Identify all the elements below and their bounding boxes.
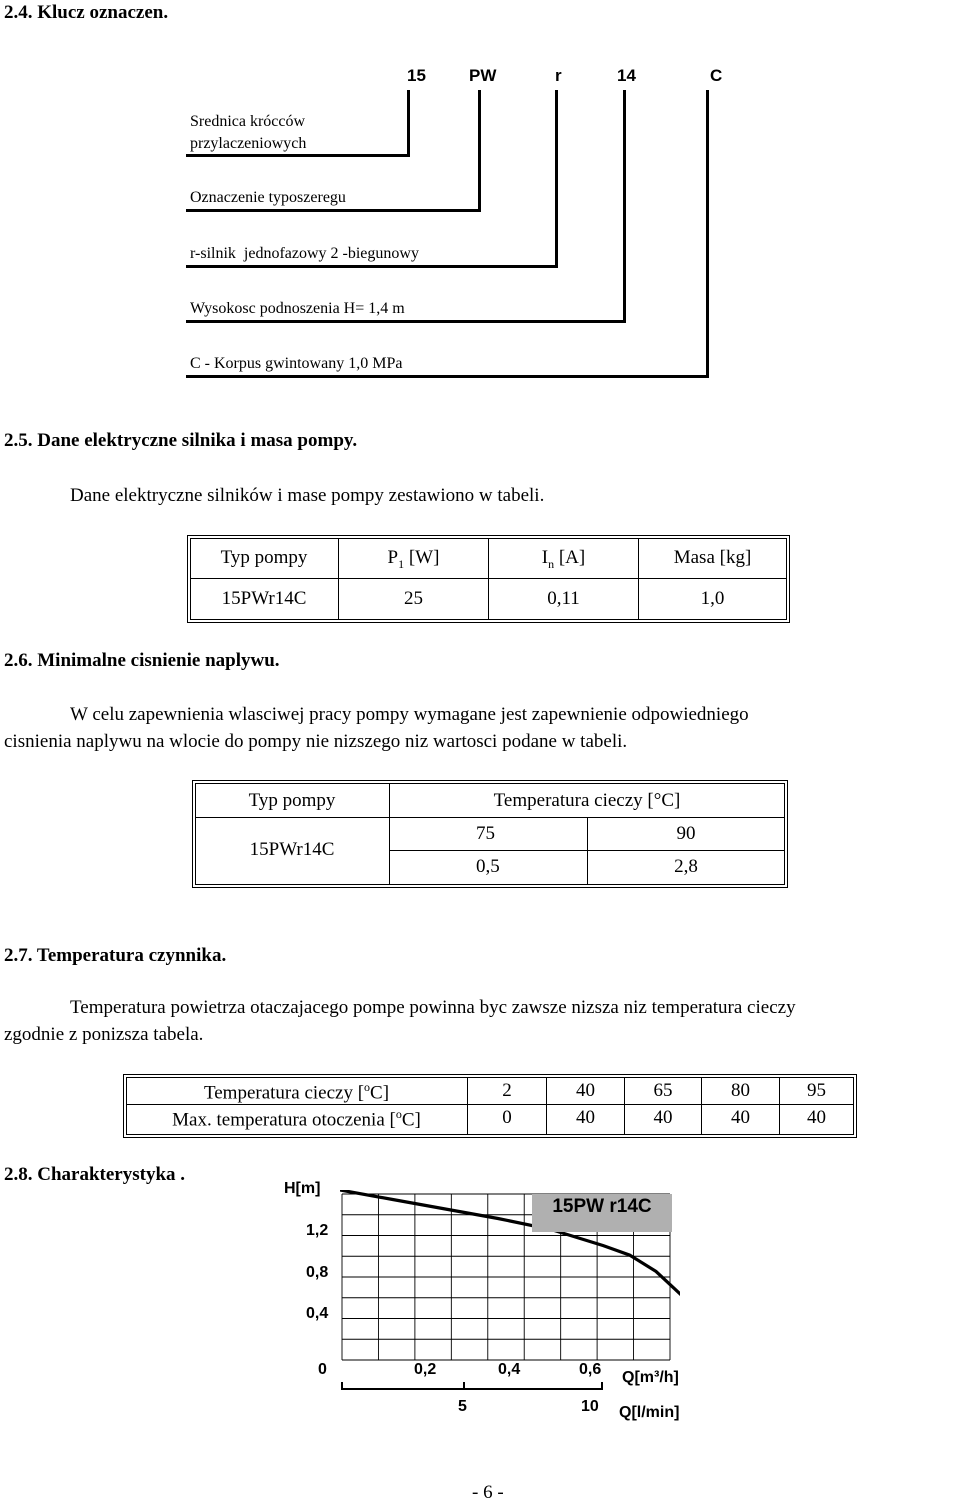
chart-y-axis-label: H[m]: [284, 1180, 321, 1197]
section-heading-2-6: 2.6. Minimalne cisnienie naplywu.: [4, 650, 280, 671]
electrical-header-p-main: P: [387, 547, 399, 568]
temperature-ambient-2: 40: [576, 1107, 595, 1128]
electrical-intro: Dane elektryczne silników i mase pompy zestawiono w tabeli.: [70, 485, 545, 506]
code-part-pw: PW: [469, 66, 497, 85]
electrical-header-p-sub: 1: [398, 556, 405, 571]
chart-secondary-tick-5: [463, 1382, 465, 1390]
inlet-cell-pressure-75: 0,5: [476, 856, 500, 877]
electrical-header-typ: Typ pompy: [220, 547, 308, 568]
electrical-cell-p: 25: [404, 588, 423, 609]
section-heading-2-5: 2.5. Dane elektryczne silnika i masa pompy.: [4, 430, 358, 451]
chart-y-tick-1-2: 1,2: [306, 1222, 329, 1239]
section-heading-2-7: 2.7. Temperatura czynnika.: [4, 945, 227, 966]
temperature-row2-label-sup: o: [395, 1107, 402, 1121]
chart-y-tick-0-4: 0,4: [306, 1305, 329, 1322]
electrical-header-i-unit: [A]: [554, 547, 586, 568]
key-hline-4: [186, 320, 626, 323]
chart-x-axis-label: Q[m³/h]: [622, 1369, 679, 1386]
key-vline-2: [478, 90, 481, 212]
chart-y-tick-0-8: 0,8: [306, 1264, 329, 1281]
key-vline-5: [706, 90, 709, 378]
temperature-row1-label-b: C]: [370, 1082, 390, 1104]
chart-secondary-tick-0: [341, 1382, 343, 1390]
temperature-ambient-3: 40: [653, 1107, 673, 1128]
key-hline-2: [186, 209, 481, 212]
inlet-cell-pressure-90: 2,8: [674, 856, 698, 877]
temperature-liquid-2: 40: [576, 1080, 595, 1101]
chart-x2-tick-5: 5: [458, 1398, 467, 1415]
key-vline-4: [623, 90, 626, 323]
inlet-table-hline-1: [195, 817, 784, 818]
electrical-cell-masa: 1,0: [700, 588, 725, 609]
temperature-paragraph-line1: Temperatura powietrza otaczajacego pompe powinna byc zawsze nizsza niz temperatura cieczy: [70, 997, 796, 1018]
chart-x2-axis-label: Q[l/min]: [619, 1404, 680, 1421]
chart-x-tick-0-2: 0,2: [414, 1361, 437, 1378]
inlet-cell-pump: 15PWr14C: [249, 839, 335, 860]
temperature-paragraph-line2: zgodnie z ponizsza tabela.: [4, 1024, 204, 1045]
chart-x-tick-0-6: 0,6: [579, 1361, 602, 1378]
electrical-header-masa: Masa [kg]: [673, 547, 752, 568]
key-vline-1: [407, 90, 410, 157]
page-number: - 6 -: [472, 1482, 504, 1503]
temperature-liquid-1: 2: [502, 1080, 512, 1101]
inlet-header-typ: Typ pompy: [248, 790, 336, 811]
key-desc-body: C - Korpus gwintowany 1,0 MPa: [190, 355, 403, 372]
chart-secondary-tick-10: [601, 1382, 603, 1390]
chart-title: 15PW r14C: [552, 1196, 652, 1217]
temperature-liquid-3: 65: [653, 1080, 673, 1101]
section-heading-2-4: 2.4. Klucz oznaczen.: [4, 2, 169, 23]
electrical-header-i: [489, 547, 638, 572]
code-part-r: r: [555, 66, 562, 85]
electrical-header-p-unit: [W]: [404, 547, 440, 568]
chart-x-tick-0-4: 0,4: [498, 1361, 521, 1378]
key-hline-3: [186, 265, 558, 268]
key-hline-5: [186, 375, 709, 378]
temperature-row1-label-sup: o: [364, 1080, 371, 1094]
key-desc-series: Oznaczenie typoszeregu: [190, 189, 346, 206]
key-desc-head: Wysokosc podnoszenia H= 1,4 m: [190, 300, 405, 317]
inlet-paragraph-line2: cisnienia naplywu na wlocie do pompy nie nizszego niz wartosci podane w tabeli.: [4, 731, 628, 752]
temperature-row1-label-a: Temperatura cieczy [: [203, 1082, 365, 1104]
section-heading-2-8: 2.8. Charakterystyka .: [4, 1164, 186, 1185]
code-part-c: C: [710, 66, 723, 85]
code-part-15: 15: [407, 66, 426, 85]
inlet-header-temp: Temperatura cieczy [°C]: [493, 790, 681, 811]
electrical-cell-i: 0,11: [547, 588, 580, 609]
electrical-header-i-sub: n: [548, 556, 555, 571]
temperature-row2-label-b: C]: [401, 1109, 421, 1131]
inlet-cell-temp-75: 75: [476, 823, 495, 844]
temperature-ambient-4: 40: [731, 1107, 750, 1128]
key-vline-3: [555, 90, 558, 268]
temperature-liquid-4: 80: [731, 1080, 750, 1101]
chart-secondary-axis: [341, 1388, 603, 1390]
key-desc-diameter: Srednica krócców przylaczeniowych: [190, 113, 307, 152]
temperature-row2-label-a: Max. temperatura otoczenia [: [172, 1109, 396, 1131]
chart-x2-tick-10: 10: [581, 1398, 599, 1415]
inlet-paragraph-line1: W celu zapewnienia wlasciwej pracy pompy wymagane jest zapewnienie odpowiedniego: [70, 704, 749, 725]
electrical-header-p: [339, 547, 488, 572]
temperature-row1-label: [126, 1080, 467, 1104]
electrical-header-i-main: I: [541, 547, 549, 568]
key-desc-motor: r-silnik jednofazowy 2 -biegunowy: [190, 245, 419, 262]
electrical-cell-typ: 15PWr14C: [221, 588, 307, 609]
chart-x-tick-0: 0: [318, 1361, 327, 1378]
temperature-ambient-5: 40: [807, 1107, 826, 1128]
code-part-14: 14: [617, 66, 636, 85]
temperature-row2-label: [126, 1107, 467, 1131]
temperature-ambient-1: 0: [502, 1107, 512, 1128]
temperature-liquid-5: 95: [807, 1080, 826, 1101]
inlet-cell-temp-90: 90: [676, 823, 696, 844]
